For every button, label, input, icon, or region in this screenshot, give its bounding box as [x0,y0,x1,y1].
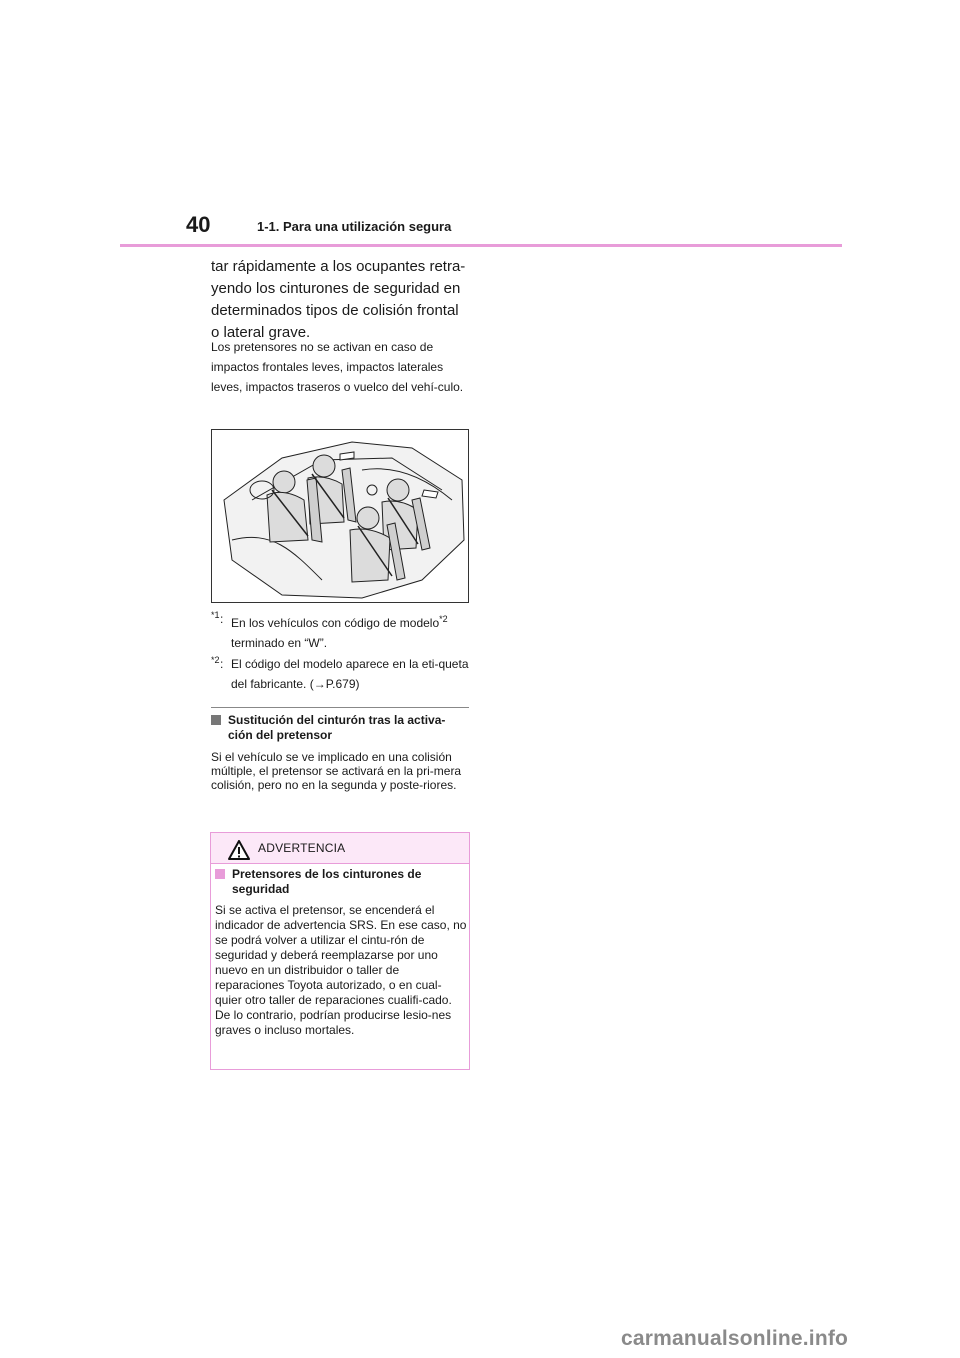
square-bullet-icon [211,715,221,725]
footnote-colon: : [220,612,224,626]
section-body: Si el vehículo se ve implicado en una colisión múltiple, el pretensor se activará en la pri-mera colisión, pero no en la segunda y poste-riores. [211,750,462,792]
square-bullet-icon [215,869,225,879]
section-title: 1-1. Para una utilización segura [257,219,452,234]
watermark: carmanualsonline.info [621,1327,849,1350]
header-rule [120,244,842,247]
footnote-text-part1: En los vehículos con código de modelo [231,616,440,630]
section-divider [211,707,469,708]
warning-header [211,833,469,864]
warning-body [215,903,467,1038]
car-interior-drawing [212,430,468,602]
footnote-mark: *2 [211,655,220,665]
seatbelt-pretensioner-illustration [211,429,469,603]
section-heading [211,713,469,743]
footnote-text [231,609,471,653]
footnote-text: El código del modelo aparece en la eti-queta del fabricante. (→P.679) [231,657,469,691]
warning-body-text-2: De lo contrario, podrían producirse lesio-nes graves o incluso mortales. [215,1008,452,1037]
warning-heading [215,867,465,897]
warning-body-text: Si se activa el pretensor, se encenderá el indicador de advertencia SRS. En ese caso, no se podrá volver a utilizar el cintu-rón de seguridad y deberá reemplazarse por uno nuevo en un distribuidor o taller de reparaciones Toyota autorizado, o en cual-quier otro taller de reparaciones cualifi-cado. [215,903,467,1007]
warning-triangle-icon [228,840,250,860]
footnote-colon: : [220,657,224,671]
note-paragraph: Los pretensores no se activan en caso de impactos frontales leves, impactos laterales leves, impactos traseros o vuelco del vehí-culo. [211,340,464,394]
footnote-superscript: *2 [439,614,448,624]
warning-title: ADVERTENCIA [258,841,346,855]
page-number: 40 [186,212,211,237]
footnote-mark: *1 [211,610,220,620]
section-heading-text: Sustitución del cinturón tras la activa-ción del pretensor [228,713,446,742]
warning-box [210,832,470,1070]
footnote-text-part2: terminado en “W”. [231,636,328,650]
warning-heading-text: Pretensores de los cinturones de seguridad [232,867,422,896]
intro-paragraph: tar rápidamente a los ocupantes retra-yendo los cinturones de seguridad en determinados tipos de colisión frontal o lateral grave. [211,258,466,341]
